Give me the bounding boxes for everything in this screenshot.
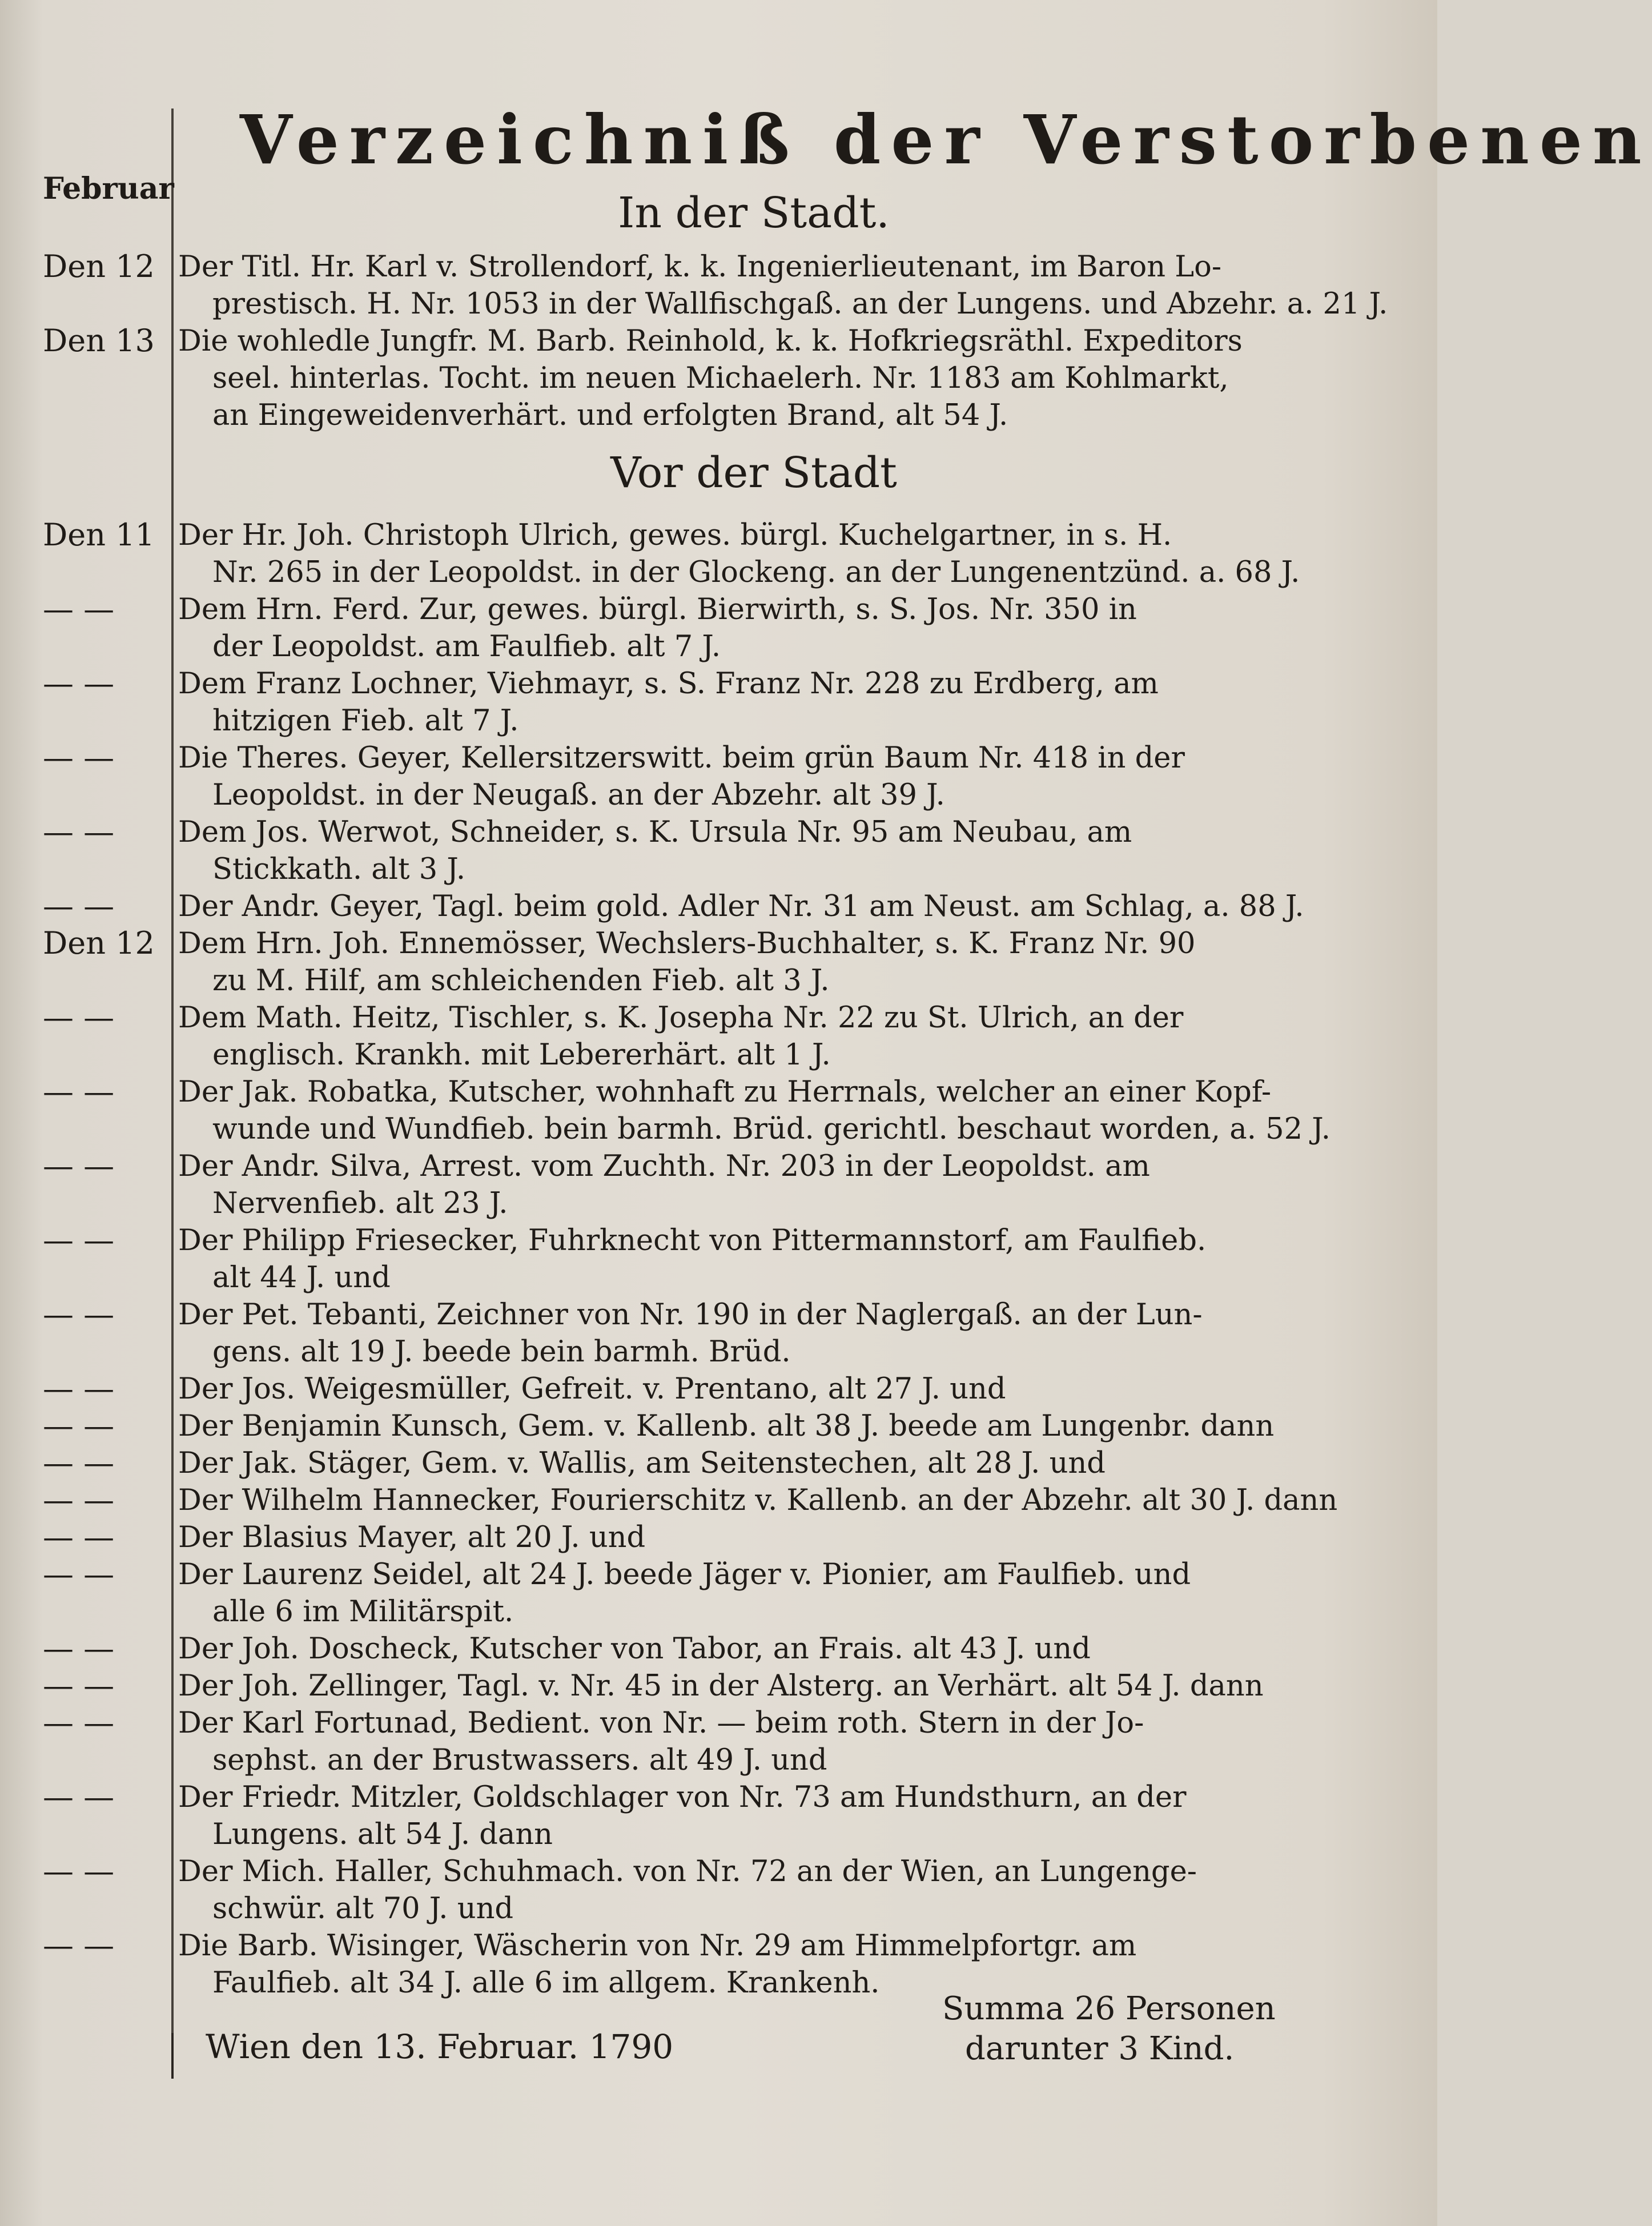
- entry-line: schwür. alt 70 J. und: [212, 1892, 514, 1926]
- entry-date: — —: [43, 1519, 115, 1555]
- entry-line: seel. hinterlas. Tocht. im neuen Michaelerh. Nr. 1183 am Kohlmarkt,: [212, 361, 1229, 395]
- footer-place-date: Wien den 13. Februar. 1790: [206, 2027, 674, 2066]
- entry-row: [0, 1705, 1437, 1779]
- entry-line: Dem Hrn. Ferd. Zur, gewes. bürgl. Bierwirth, s. S. Jos. Nr. 350 in: [178, 593, 1137, 626]
- entry-line: Nervenfieb. alt 23 J.: [212, 1187, 508, 1220]
- entry-row: [0, 1779, 1437, 1853]
- entry-date: Den 12: [43, 248, 155, 284]
- entry-row: [0, 665, 1437, 740]
- entry-line: sephst. an der Brustwassers. alt 49 J. und: [212, 1743, 827, 1777]
- entry-date: — —: [43, 740, 115, 776]
- entry-row: [0, 323, 1437, 437]
- entry-line: Dem Hrn. Joh. Ennemösser, Wechslers-Buchhalter, s. K. Franz Nr. 90: [178, 927, 1196, 961]
- entry-row: [0, 1630, 1437, 1668]
- entry-date: — —: [43, 1482, 115, 1518]
- entry-row: [0, 925, 1437, 999]
- entry-line: Der Joh. Zellinger, Tagl. v. Nr. 45 in der Alsterg. an Verhärt. alt 54 J. dann: [178, 1669, 1264, 1703]
- entry-row: [0, 591, 1437, 665]
- entry-line: Der Karl Fortunad, Bedient. von Nr. — beim roth. Stern in der Jo-: [178, 1706, 1144, 1740]
- entry-line: prestisch. H. Nr. 1053 in der Wallfischgaß. an der Lungens. und Abzehr. a. 21 J.: [212, 287, 1388, 321]
- entry-line: Der Jos. Weigesmüller, Gefreit. v. Prentano, alt 27 J. und: [178, 1372, 1006, 1406]
- month-label: Februar: [43, 171, 174, 206]
- entry-line: gens. alt 19 J. beede bein barmh. Brüd.: [212, 1335, 791, 1369]
- entry-line: Faulfieb. alt 34 J. alle 6 im allgem. Krankenh.: [212, 1966, 880, 2000]
- entry-line: an Eingeweidenverhärt. und erfolgten Brand, alt 54 J.: [212, 399, 1008, 432]
- entry-row: [0, 1556, 1437, 1630]
- entry-row: [0, 1148, 1437, 1222]
- entry-line: Dem Math. Heitz, Tischler, s. K. Josepha Nr. 22 zu St. Ulrich, an der: [178, 1001, 1184, 1035]
- entry-date: — —: [43, 1408, 115, 1444]
- entry-date: — —: [43, 1556, 115, 1592]
- entry-date: — —: [43, 1371, 115, 1407]
- entry-date: — —: [43, 1445, 115, 1481]
- entry-date: — —: [43, 1927, 115, 1963]
- entry-row: [0, 999, 1437, 1074]
- entry-line: wunde und Wundfieb. bein barmh. Brüd. gerichtl. beschaut worden, a. 52 J.: [212, 1112, 1331, 1146]
- entry-row: [0, 1482, 1437, 1519]
- footer-rule: [171, 2033, 174, 2079]
- entry-line: Der Andr. Geyer, Tagl. beim gold. Adler Nr. 31 am Neust. am Schlag, a. 88 J.: [178, 890, 1304, 923]
- entry-row: [0, 1668, 1437, 1705]
- entry-line: alt 44 J. und: [212, 1261, 391, 1295]
- entry-line: Leopoldst. in der Neugaß. an der Abzehr. alt 39 J.: [212, 778, 945, 812]
- entry-line: Dem Franz Lochner, Viehmayr, s. S. Franz Nr. 228 zu Erdberg, am: [178, 667, 1159, 701]
- entry-line: Der Jak. Robatka, Kutscher, wohnhaft zu Herrnals, welcher an einer Kopf-: [178, 1075, 1272, 1109]
- entry-line: zu M. Hilf, am schleichenden Fieb. alt 3 J.: [212, 964, 830, 998]
- entry-line: Der Philipp Friesecker, Fuhrknecht von Pittermannstorf, am Faulfieb.: [178, 1224, 1207, 1257]
- entry-date: Den 12: [43, 925, 155, 961]
- entry-line: Der Jak. Stäger, Gem. v. Wallis, am Seitenstechen, alt 28 J. und: [178, 1447, 1106, 1480]
- entry-line: Die wohledle Jungfr. M. Barb. Reinhold, k. k. Hofkriegsräthl. Expeditors: [178, 324, 1243, 358]
- entry-line: Lungens. alt 54 J. dann: [212, 1818, 553, 1851]
- entry-date: — —: [43, 1148, 115, 1184]
- entry-line: Der Wilhelm Hannecker, Fourierschitz v. Kallenb. an der Abzehr. alt 30 J. dann: [178, 1484, 1338, 1517]
- entry-date: — —: [43, 888, 115, 924]
- entry-line: Stickkath. alt 3 J.: [212, 853, 466, 886]
- entry-line: Der Mich. Haller, Schuhmach. von Nr. 72 an der Wien, an Lungenge-: [178, 1855, 1197, 1889]
- entry-date: Den 11: [43, 517, 155, 553]
- entry-line: Die Barb. Wisinger, Wäscherin von Nr. 29 am Himmelpfortgr. am: [178, 1929, 1137, 1963]
- entry-row: [0, 1074, 1437, 1148]
- entry-line: der Leopoldst. am Faulfieb. alt 7 J.: [212, 630, 721, 664]
- entry-row: [0, 888, 1437, 925]
- entry-line: alle 6 im Militärspit.: [212, 1595, 514, 1629]
- entry-line: Nr. 265 in der Leopoldst. in der Glockeng. an der Lungenentzünd. a. 68 J.: [212, 556, 1300, 589]
- suburb-section-heading: Vor der Stadt: [610, 448, 897, 497]
- entry-row: [0, 740, 1437, 814]
- entry-line: Der Blasius Mayer, alt 20 J. und: [178, 1521, 646, 1554]
- entry-row: [0, 1371, 1437, 1408]
- entry-row: [0, 1222, 1437, 1296]
- city-section-heading: In der Stadt.: [618, 188, 890, 238]
- entry-date: — —: [43, 1705, 115, 1741]
- page-title: Verzeichniß der Verstorbenen: [240, 100, 1652, 179]
- entry-line: Der Friedr. Mitzler, Goldschlager von Nr. 73 am Hundsthurn, an der: [178, 1781, 1187, 1814]
- entry-date: — —: [43, 1222, 115, 1258]
- entry-line: hitzigen Fieb. alt 7 J.: [212, 704, 519, 738]
- summary-total: Summa 26 Personen: [942, 1990, 1276, 2027]
- entry-line: Der Joh. Doscheck, Kutscher von Tabor, an Frais. alt 43 J. und: [178, 1632, 1091, 1666]
- entry-row: [0, 1445, 1437, 1482]
- entry-date: — —: [43, 665, 115, 701]
- entry-row: [0, 1853, 1437, 1927]
- entry-line: Der Titl. Hr. Karl v. Strollendorf, k. k. Ingenierlieutenant, im Baron Lo-: [178, 250, 1222, 284]
- entry-line: Der Benjamin Kunsch, Gem. v. Kallenb. alt 38 J. beede am Lungenbr. dann: [178, 1409, 1275, 1443]
- entry-date: — —: [43, 1630, 115, 1666]
- entry-line: Der Laurenz Seidel, alt 24 J. beede Jäger v. Pionier, am Faulfieb. und: [178, 1558, 1191, 1592]
- entry-row: [0, 1519, 1437, 1556]
- entry-row: [0, 814, 1437, 888]
- entry-date: — —: [43, 814, 115, 850]
- entry-line: Die Theres. Geyer, Kellersitzerswitt. beim grün Baum Nr. 418 in der: [178, 741, 1185, 775]
- entry-date: — —: [43, 999, 115, 1035]
- entry-date: — —: [43, 591, 115, 627]
- entry-line: Der Hr. Joh. Christoph Ulrich, gewes. bürgl. Kuchelgartner, in s. H.: [178, 519, 1172, 552]
- entry-line: Der Pet. Tebanti, Zeichner von Nr. 190 in der Naglergaß. an der Lun-: [178, 1298, 1203, 1332]
- entry-row: [0, 1296, 1437, 1371]
- entry-line: englisch. Krankh. mit Lebererhärt. alt 1 J.: [212, 1038, 831, 1072]
- entry-date: — —: [43, 1779, 115, 1815]
- entry-date: — —: [43, 1296, 115, 1332]
- entry-line: Der Andr. Silva, Arrest. vom Zuchth. Nr. 203 in der Leopoldst. am: [178, 1150, 1150, 1183]
- entry-line: Dem Jos. Werwot, Schneider, s. K. Ursula Nr. 95 am Neubau, am: [178, 815, 1132, 849]
- entry-date: — —: [43, 1074, 115, 1110]
- entry-row: [0, 248, 1437, 323]
- entry-date: Den 13: [43, 323, 155, 359]
- entry-row: [0, 517, 1437, 591]
- entry-date: — —: [43, 1853, 115, 1889]
- entry-row: [0, 1408, 1437, 1445]
- summary-children: darunter 3 Kind.: [965, 2030, 1235, 2067]
- entry-date: — —: [43, 1668, 115, 1703]
